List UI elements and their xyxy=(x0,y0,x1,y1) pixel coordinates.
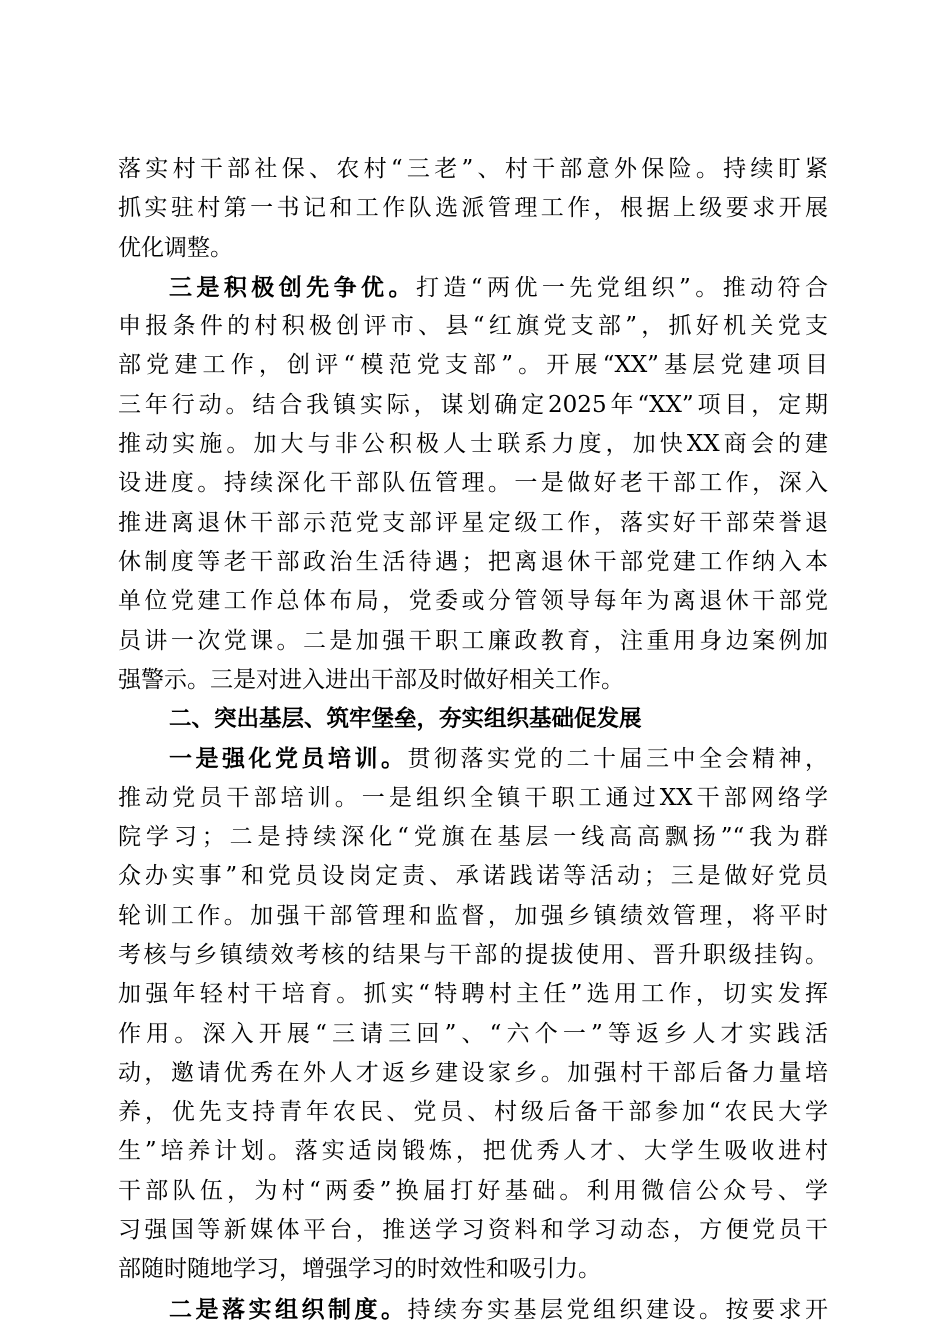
text-line: 单位党建工作总体布局，党委或分管领导每年为离退休干部党 xyxy=(118,588,828,615)
text-line: 休制度等老干部政治生活待遇；把离退休干部党建工作纳入本 xyxy=(118,548,828,575)
text-line: 习强国等新媒体平台，推送学习资料和学习动态，方便党员干 xyxy=(118,1217,828,1244)
paragraph-training xyxy=(118,739,828,1289)
paragraph-organization-system xyxy=(118,1290,828,1329)
paragraph-lead: 一是强化党员培训。 xyxy=(169,745,408,773)
text-line xyxy=(118,268,828,307)
text-line: 优化调整。 xyxy=(118,234,233,261)
text-line: 动，邀请优秀在外人才返乡建设家乡。加强村干部后备力量培 xyxy=(118,1059,828,1086)
paragraph-text: 打造“两优一先党组织”。推动符合 xyxy=(415,274,828,301)
text-line xyxy=(118,739,828,778)
text-line: 干部队伍，为村“两委”换届打好基础。利用微信公众号、学 xyxy=(118,1177,828,1204)
text-line: 抓实驻村第一书记和工作队选派管理工作，根据上级要求开展 xyxy=(118,195,828,222)
text-line: 众办实事”和党员设岗定责、承诺践诺等活动；三是做好党员 xyxy=(118,863,828,890)
text-line: 三年行动。结合我镇实际，谋划确定2025年“XX”项目，定期 xyxy=(118,391,828,418)
text-line xyxy=(118,1290,828,1329)
text-line: 院学习；二是持续深化“党旗在基层一线高高飘扬”“我为群 xyxy=(118,824,828,851)
text-line: 推进离退休干部示范党支部评星定级工作，落实好干部荣誉退 xyxy=(118,509,828,536)
text-line: 部随时随地学习，增强学习的时效性和吸引力。 xyxy=(118,1256,601,1283)
paragraph-excellence xyxy=(118,268,828,700)
text-line: 落实村干部社保、农村“三老”、村干部意外保险。持续盯紧 xyxy=(118,156,828,182)
text-line: 设进度。持续深化干部队伍管理。一是做好老干部工作，深入 xyxy=(118,470,828,497)
paragraph-social-security xyxy=(118,150,828,268)
paragraph-text: 贯彻落实党的二十届三中全会精神， xyxy=(407,746,828,773)
section-heading: 二、突出基层、筑牢堡垒，夯实组织基础促发展 xyxy=(169,706,642,733)
text-line: 加强年轻村干培育。抓实“特聘村主任”选用工作，切实发挥 xyxy=(118,981,828,1008)
paragraph-text: 持续夯实基层党组织建设。按要求开 xyxy=(407,1296,828,1323)
text-line: 申报条件的村积极创评市、县“红旗党支部”，抓好机关党支 xyxy=(118,313,828,340)
text-line: 强警示。三是对进入进出干部及时做好相关工作。 xyxy=(118,666,624,693)
text-line: 养，优先支持青年农民、党员、村级后备干部参加“农民大学 xyxy=(118,1099,828,1126)
text-line: 推动党员干部培训。一是组织全镇干职工通过XX干部网络学 xyxy=(118,784,828,811)
text-line: 作用。深入开展“三请三回”、“六个一”等返乡人才实践活 xyxy=(118,1020,828,1047)
paragraph-lead: 二是落实组织制度。 xyxy=(169,1295,408,1323)
text-line: 考核与乡镇绩效考核的结果与干部的提拔使用、晋升职级挂钩。 xyxy=(118,941,828,968)
text-line: 轮训工作。加强干部管理和监督，加强乡镇绩效管理，将平时 xyxy=(118,902,828,929)
text-line: 推动实施。加大与非公积极人士联系力度，加快XX商会的建 xyxy=(118,431,828,458)
text-line: 员讲一次党课。二是加强干职工廉政教育，注重用身边案例加 xyxy=(118,627,828,654)
text-line: 部党建工作，创评“模范党支部”。开展“XX”基层党建项目 xyxy=(118,352,828,379)
document-page xyxy=(118,150,828,1329)
text-line: 生”培养计划。落实适岗锻炼，把优秀人才、大学生吸收进村 xyxy=(118,1138,828,1165)
paragraph-lead: 三是积极创先争优。 xyxy=(169,273,416,301)
